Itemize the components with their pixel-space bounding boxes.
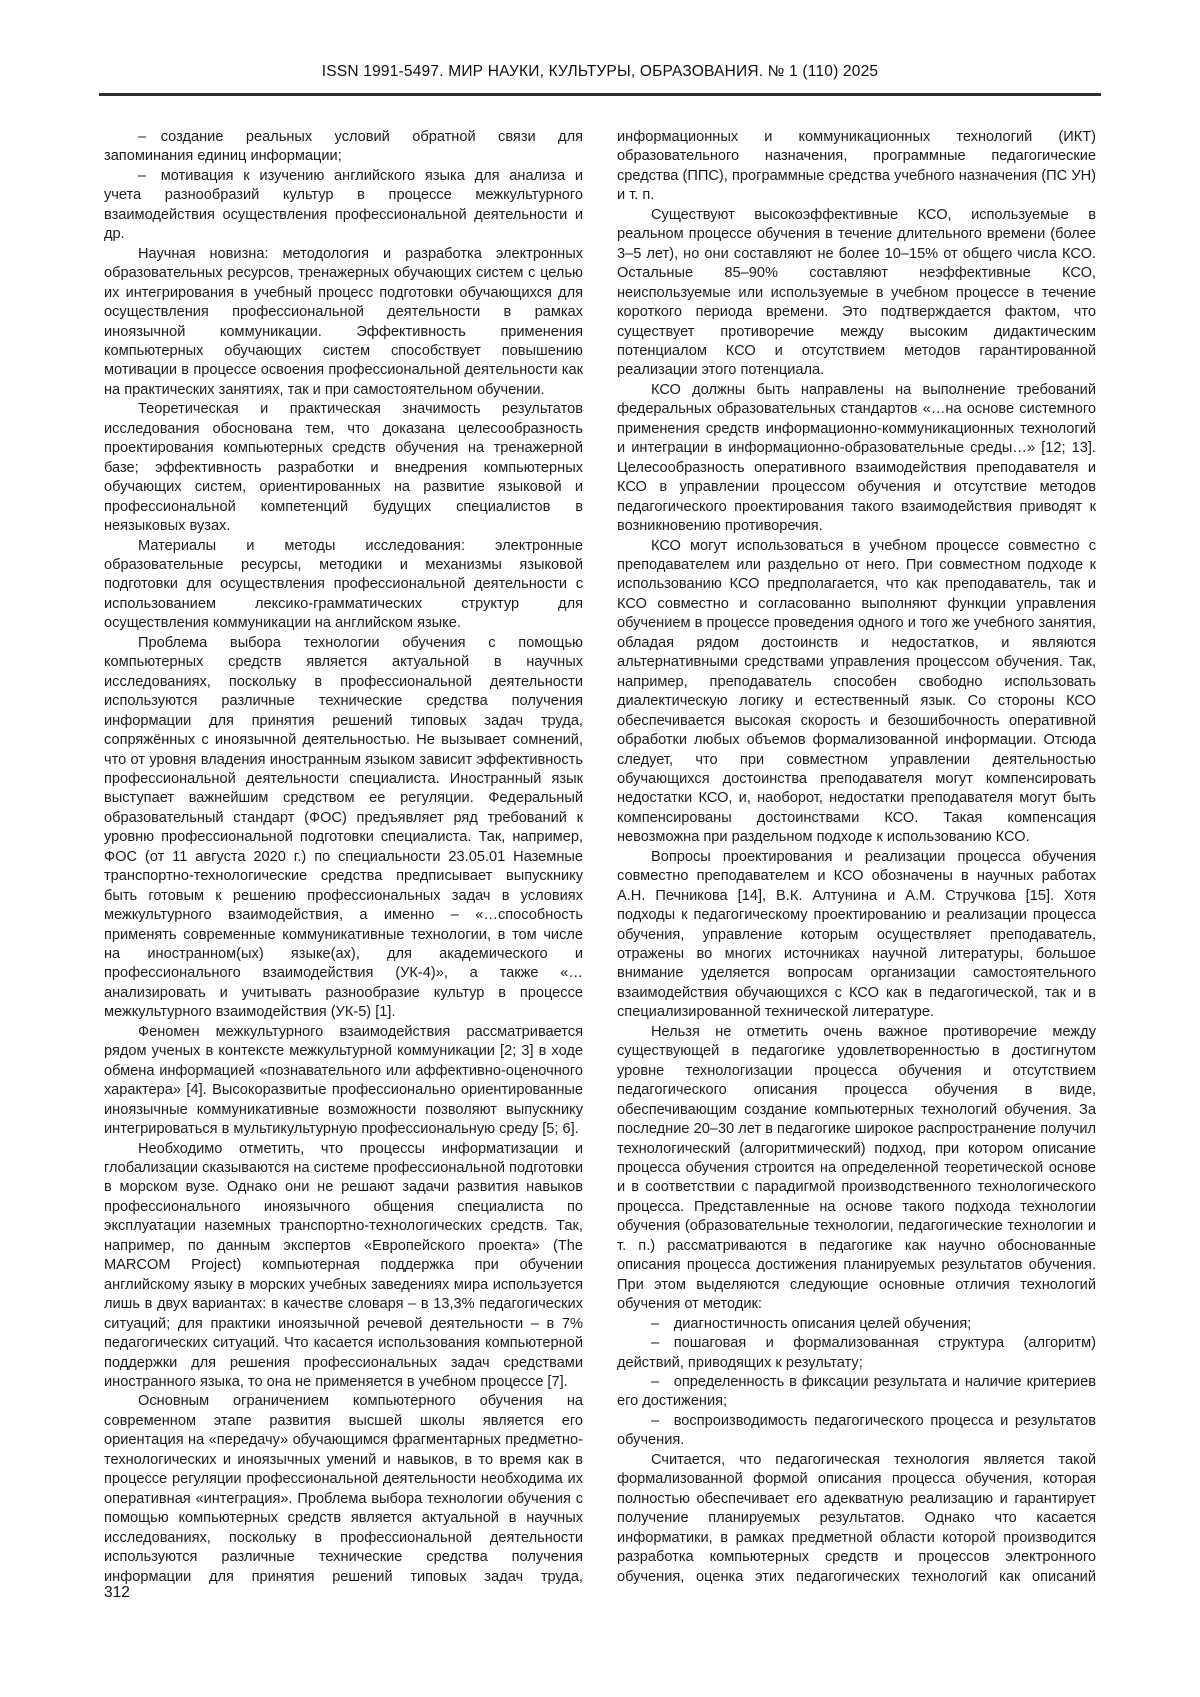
paragraph: Существуют высокоэффективные КСО, используемые в реальном процессе обучения в течение длительного времени (более 3–5 лет), но они составляют не более 10–15% от общего числа КСО. Остальные 85–90% составляют неэффективные КСО, неиспользуемые или используемые в учебном процессе в течение короткого периода времени. Это подтверждается фактом, что существует противоречие между высоким дидактическим потенциалом КСО и отсутствием методов гарантированной реализации этого потенциала. xyxy=(617,206,1096,379)
column-right xyxy=(617,128,1096,1586)
list-item: – мотивация к изучению английского языка для анализа и учета разнообразий культур в процессе межкультурного взаимодействия осуществления профессиональной деятельности и др. xyxy=(104,167,583,243)
list-item: – диагностичность описания целей обучения; xyxy=(651,1315,972,1332)
paragraph: информационных и коммуникационных технологий (ИКТ) образовательного назначения, программные педагогические средства (ППС), программные средства учебного назначения (ПС УН) и т. п. xyxy=(617,129,1096,204)
paragraph: Материалы и методы исследования: электронные образовательные ресурсы, методики и механизмы языковой подготовки для осуществления профессиональной деятельности с использованием лексико-грамматических структур для осуществления коммуникации на английском языке. xyxy=(104,537,583,632)
list-item: – определенность в фиксации результата и наличие критериев его достижения; xyxy=(617,1374,1096,1410)
article-body xyxy=(104,128,1096,1586)
paragraph: КСО должны быть направлены на выполнение требований федеральных образовательных стандартов «…на основе системного применения средств информационно-коммуникационных технологий и интеграции в информационно-образовательные среды…» [12; 13]. Целесообразность оперативного взаимодействия преподавателя и КСО в управлении процессом обучения и отсутствие методов педагогического проектирования такого взаимодействия приводят к возникновению противоречия. xyxy=(617,381,1096,535)
page-number: 312 xyxy=(104,1584,130,1601)
header-rule xyxy=(99,93,1101,96)
paragraph: Научная новизна: методология и разработка электронных образовательных ресурсов, тренажерных обучающих систем с целью их интегрирования в учебный процесс подготовки обучающихся для осуществления профессиональной деятельности в рамках иноязычной коммуникации. Эффективность применения компьютерных обучающих систем способствует повышению мотивации в процессе освоения профессиональной деятельности как на практических занятиях, так и при самостоятельном обучении. xyxy=(104,245,583,398)
paragraph: Феномен межкультурного взаимодействия рассматривается рядом ученых в контексте межкультурной коммуникации [2; 3] в ходе обмена информацией «познавательного или аффективно-оценочного характера» [4]. Высокоразвитые профессионально ориентированные иноязычные коммуникативные возможности позволяют выпускнику интегрироваться в мультикультурную профессиональную среду [5; 6]. xyxy=(104,1023,583,1138)
paragraph: КСО могут использоваться в учебном процессе совместно с преподавателем или раздельно от него. При совместном подходе к использованию КСО предполагается, что как преподаватель, так и КСО совместно и согласованно выполняют функции управления обучением в процессе проведения одного и того же учебного занятия, обладая рядом достоинств и недостатков, и являются альтернативными средствами управления процессом обучения. Так, например, преподаватель способен свободно использовать диалектическую логику и естественный язык. Со стороны КСО обеспечивается высокая скорость и безошибочность оперативной обработки любых объемов формализованной информации. Отсюда следует, что при совместном управлении деятельностью обучающихся достоинства преподавателя могут компенсировать недостатки КСО, и, наоборот, недостатки преподавателя могут быть компенсированы достоинствами КСО. Такая компенсация невозможна при раздельном подходе к использованию КСО. xyxy=(617,537,1096,846)
paragraph: Нельзя не отметить очень важное противоречие между существующей в педагогике удовлетворенностью в достигнутом уровне технологизации процесса обучения и отсутствием педагогического описания процесса обучения в виде, обеспечивающим создание компьютерных технологий обучения. За последние 20–30 лет в педагогике широкое распространение получил технологический (алгоритмический) подход, при котором описание процесса обучения строится на определенной теоретической основе и в соответствии с парадигмой производственного технологического процесса. Представленные на основе такого подхода технологии обучения (образовательные технологии, педагогические технологии и т. п.) рассматриваются в педагогике как научно обоснованные описания процесса достижения планируемых результатов обучения. При этом выделяются следующие основные отличия технологий обучения от методик: xyxy=(617,1023,1096,1313)
list-item: – воспроизводимость педагогического процесса и результатов обучения. xyxy=(617,1412,1096,1449)
paragraph: Вопросы проектирования и реализации процесса обучения совместно преподавателем и КСО обозначены в научных работах А.Н. Печникова [14], В.К. Алтунина и А.М. Стручкова [15]. Хотя подходы к педагогическому проектированию и реализации процесса обучения, управление которым осуществляет преподаватель, отражены во многих источниках научной литературы, большое внимание уделяется вопросам организации самостоятельного взаимодействия обучающихся с КСО как в педагогической, так и в специализированной технической литературе. xyxy=(617,848,1096,1021)
journal-header: ISSN 1991-5497. МИР НАУКИ, КУЛЬТУРЫ, ОБРАЗОВАНИЯ. № 1 (110) 2025 xyxy=(321,63,879,80)
paragraph: Теоретическая и практическая значимость результатов исследования обоснована тем, что доказана целесообразность проектирования компьютерных средств обучения на тренажерной базе; эффективность разработки и внедрения компьютерных обучающих систем, ориентированных на развитие языковой и профессиональной компетенций будущих специалистов в неязыковых вузах. xyxy=(104,401,583,535)
paragraph: Основным ограничением компьютерного обучения на современном этапе развития высшей школы является его ориентация на «передачу» обучающимся фрагментарных предметно-технологических и иноязычных умений и навыков, в то время как в процессе регуляции профессиональной деятельности необходима их оперативная «интеграция». Проблема выбора технологии обучения с помощью компьютерных средств является актуальной в научных исследованиях, поскольку в профессиональной деятельности используются различные технические средства получения информации для принятия решений типовых задач труда, xyxy=(104,1393,583,1585)
paragraph: Необходимо отметить, что процессы информатизации и глобализации сказываются на системе профессиональной подготовки в морском вузе. Однако они не решают задачи развития навыков профессионального иноязычного общения специалиста по эксплуатации наземных транспортно-технологических средств. Так, например, по данным экспертов «Европейского проекта» (The MARCOM Project) компьютерная поддержка при обучении английскому языку в морских учебных заведениях мира используется лишь в двух вариантах: в качестве словаря – в 13,3% педагогических ситуаций; для практики иноязычной речевой деятельности – в 7% педагогических ситуаций. Что касается использования компьютерной поддержки для решения профессиональных задач средствами иностранного языка, то она не применяется в учебном процессе [7]. xyxy=(104,1140,583,1390)
paragraph: Проблема выбора технологии обучения с помощью компьютерных средств является актуальной в научных исследованиях, поскольку в профессиональной деятельности используются различные технические средства получения информации для принятия решений типовых задач труда, сопряжённых с иноязычной деятельностью. Не вызывает сомнений, что от уровня владения иностранным языком зависит эффективность профессиональной деятельности специалиста. Иностранный язык выступает важнейшим средством ее регуляции. Федеральный образовательный стандарт (ФОС) предъявляет ряд требований к уровню профессиональной подготовки специалиста. Так, например, ФОС (от 11 августа 2020 г.) по специальности 23.05.01 Наземные транспортно-технологические средства предписывает выпускнику быть готовым к решению профессиональных задач в условиях межкультурного взаимодействия, а именно – «…способность применять современные коммуникативные технологии, в том числе на иностранном(ых) языке(ах), для академического и профессионального взаимодействия (УК-4)», а также «…анализировать и учитывать разнообразие культур в процессе межкультурного взаимодействия (УК-5) [1]. xyxy=(104,634,583,1021)
paragraph: Считается, что педагогическая технология является такой формализованной формой описания процесса обучения, которая полностью обеспечивает его адекватную реализацию и гарантирует получение планируемых результатов. Однако что касается информатики, в рамках предметной области которой производится разработка компьютерных средств и процессов электронного обучения, оценка этих педагогических технологий как описаний xyxy=(617,1451,1096,1585)
column-left xyxy=(104,128,583,1586)
list-item: – создание реальных условий обратной связи для запоминания единиц информации; xyxy=(104,129,583,165)
list-item: – пошаговая и формализованная структура (алгоритм) действий, приводящих к результату; xyxy=(617,1335,1096,1371)
